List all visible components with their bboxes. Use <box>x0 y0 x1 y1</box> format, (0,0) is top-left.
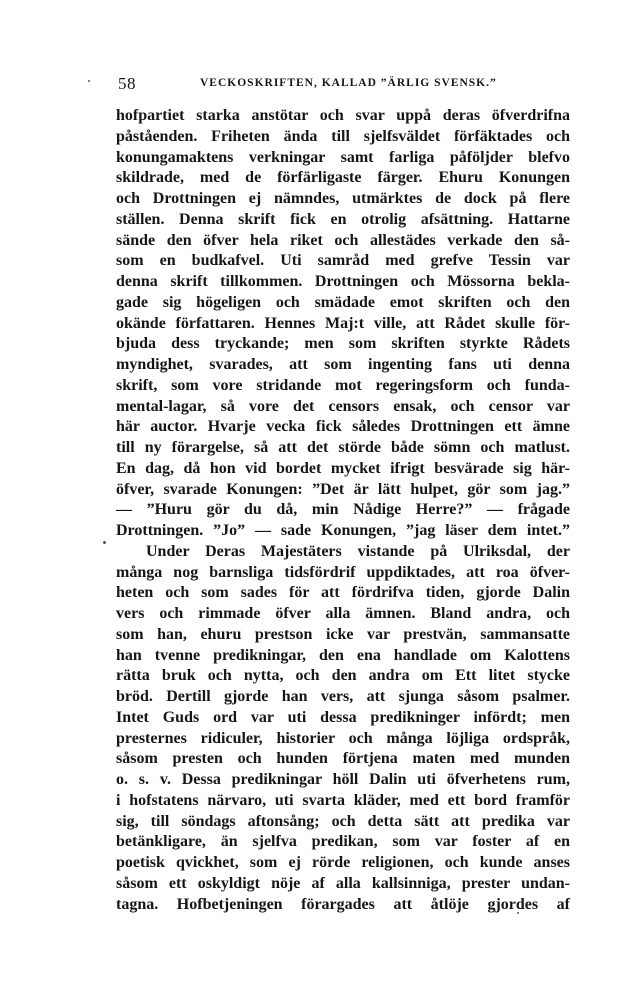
text-line: heten och som sades för att fördrifva tiden, gjorde Dalin <box>116 584 570 602</box>
text-line: o. s. v. Dessa predikningar höll Dalin uti öfverhetens rum, <box>116 771 570 788</box>
text-line: såsom ett oskyldigt nöje af alla kallsinniga, prester undan- <box>116 874 570 892</box>
text-line: vers och rimmade öfver alla ämnen. Bland andra, och <box>116 605 570 622</box>
text-line: sände den öfver hela riket och allestädes verkade den så- <box>116 231 570 249</box>
text-line: rätta bruk och nytta, och den andra om Ett litet stycke <box>116 667 570 685</box>
ink-speck <box>517 912 519 914</box>
text-line: sig, till söndags aftonsång; och detta sätt att predika var <box>116 812 570 830</box>
text-line: bröd. Dertill gjorde han vers, att sjunga såsom psalmer. <box>116 688 570 705</box>
text-line: hofpartiet starka anstötar och svar uppå deras öfverdrifna <box>116 107 570 124</box>
text-line: påståenden. Friheten ända till sjelfsväldet förfäktades och <box>116 127 570 145</box>
text-line: okände författaren. Hennes Maj:t ville, att Rådet skulle för- <box>116 314 570 332</box>
text-line: här auctor. Hvarje vecka fick således Drottningen ett ämne <box>116 418 570 436</box>
running-title: VECKOSKRIFTEN, KALLAD ”ÄRLIG SVENSK.” <box>200 77 497 89</box>
text-line: — ”Huru gör du då, min Nådige Herre?” — frågade <box>116 501 570 519</box>
text-line: han tvenne predikningar, den ena handlade om Kalottens <box>116 646 570 664</box>
page-header <box>118 74 568 96</box>
text-line: såsom presten och hunden förtjena maten med munden <box>116 750 570 768</box>
body-text <box>116 106 570 915</box>
text-line: En dag, då hon vid bordet mycket ifrigt besvärade sig här- <box>116 459 570 477</box>
text-line: skildrade, med de förfärligaste färger. Ehuru Konungen <box>116 169 570 187</box>
text-line: som han, ehuru prestson icke var prestvän, sammansatte <box>116 625 570 643</box>
text-line: öfver, svarade Konungen: ”Det är lätt hulpet, gör som jag.” <box>116 480 570 498</box>
text-line: i hofstatens närvaro, uti svarta kläder, med ett bord framför <box>116 791 570 809</box>
text-line: gade sig högeligen och smädade emot skriften och den <box>116 293 570 311</box>
text-line: denna skrift tillkommen. Drottningen och Mössorna bekla- <box>116 273 570 290</box>
text-line: poetisk qvickhet, som ej rörde religionen, och kunde anses <box>116 854 570 871</box>
text-line: ställen. Denna skrift fick en otrolig afsättning. Hattarne <box>116 210 570 228</box>
text-line: tagna. Hofbetjeningen förargades att åtlöje gjordes af <box>116 895 570 913</box>
ink-speck <box>103 541 106 544</box>
text-line: skrift, som vore stridande mot regeringsform och funda- <box>116 376 570 394</box>
text-line: betänkligare, än sjelfva predikan, som var foster af en <box>116 833 570 851</box>
text-line: myndighet, svarades, att som ingenting fans uti denna <box>116 356 570 373</box>
text-line: Drottningen. ”Jo” — sade Konungen, ”jag läser dem intet.” <box>116 522 570 539</box>
text-line: bjuda dess tryckande; men som skriften styrkte Rådets <box>116 335 570 353</box>
text-line: många nog barnsliga tidsfördrif uppdiktades, att roa öfver- <box>116 563 570 581</box>
text-line: presternes ridiculer, historier och många löjliga ordspråk, <box>116 729 570 747</box>
text-line: mental-lagar, så vore det censors ensak, och censor var <box>116 397 570 415</box>
text-line: som en budkafvel. Uti samråd med grefve Tessin var <box>116 252 570 270</box>
text-line: konungamaktens verkningar samt farliga påföljder blefvo <box>116 148 570 166</box>
text-line: till ny förargelse, så att det störde både sömn och matlust. <box>116 439 570 456</box>
text-line: Under Deras Majestäters vistande på Ulriksdal, der <box>146 542 570 560</box>
text-line: Intet Guds ord var uti dessa predikninger infördt; men <box>116 708 570 726</box>
text-line: och Drottningen ej nämndes, utmärktes de dock på flere <box>116 190 570 207</box>
page-number: 58 <box>118 74 136 93</box>
ink-speck <box>88 80 90 82</box>
